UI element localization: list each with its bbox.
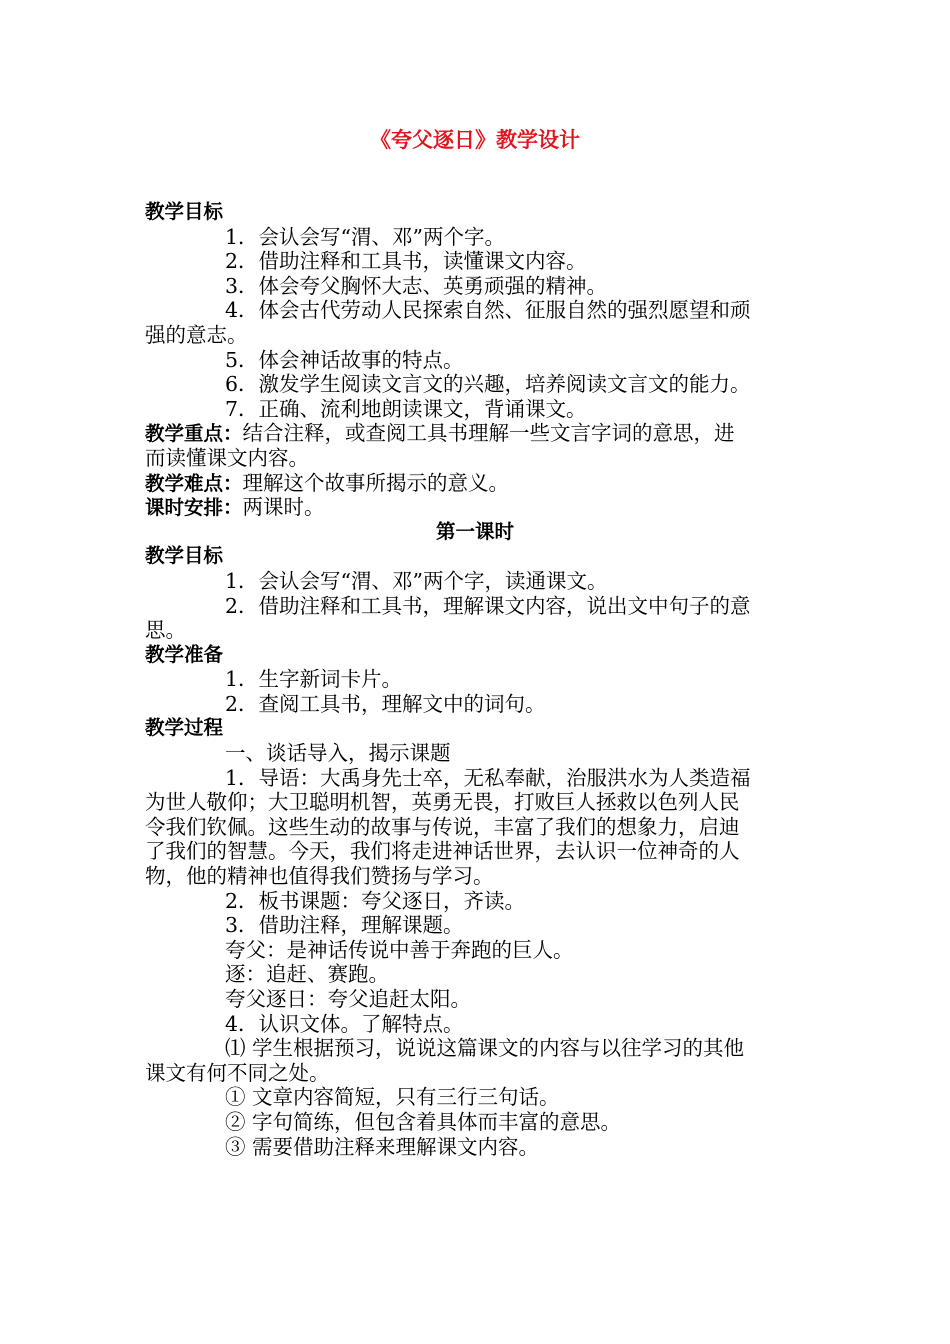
lesson-goal-item-continued: 思。	[145, 618, 186, 643]
process-item: 夸父逐日：夸父追赶太阳。	[225, 987, 471, 1011]
process-paragraph-continued: 为世人敬仰；大卫聪明机智，英勇无畏，打败巨人拯救以色列人民	[145, 790, 740, 815]
prep-item: 1．生字新词卡片。	[225, 667, 403, 692]
goal-item: 3．体会夸父胸怀大志、英勇顽强的精神。	[225, 273, 608, 298]
process-subitem: ③ 需要借助注释来理解课文内容。	[225, 1134, 540, 1159]
goal-item: 7．正确、流利地朗读课文，背诵课文。	[225, 396, 587, 421]
difficulty	[145, 471, 805, 496]
goal-item-continued: 强的意志。	[145, 322, 248, 347]
process-item: 夸父：是神话传说中善于奔跑的巨人。	[225, 937, 574, 962]
goal-item: 4．体会古代劳动人民探索自然、征服自然的强烈愿望和顽	[225, 298, 751, 323]
process-item: 2．板书课题：夸父逐日，齐读。	[225, 888, 526, 913]
lesson-goal-item: 2．借助注释和工具书，理解课文内容，说出文中句子的意	[225, 593, 751, 618]
process-paragraph: 1．导语：大禹身先士卒，无私奉献，治服洪水为人类造福	[225, 765, 751, 790]
process-item: 3．借助注释，理解课题。	[225, 913, 464, 938]
section-heading-preparation: 教学准备	[145, 642, 224, 666]
lesson-goal-item: 1．会认会写“渭、邓”两个字，读通课文。	[225, 568, 608, 593]
schedule	[145, 495, 805, 520]
goal-item: 6．激发学生阅读文言文的兴趣，培养阅读文言文的能力。	[225, 372, 751, 397]
prep-item: 2．查阅工具书，理解文中的词句。	[225, 691, 546, 716]
process-item: 逐：追赶、赛跑。	[225, 962, 389, 987]
process-item: 4．认识文体。了解特点。	[225, 1011, 464, 1036]
process-item-continued: 课文有何不同之处。	[145, 1060, 330, 1085]
key-points-continued: 而读懂课文内容。	[145, 445, 309, 470]
section-heading-teaching-goals: 教学目标	[145, 200, 224, 223]
goal-item: 2．借助注释和工具书，读懂课文内容。	[225, 249, 587, 274]
process-subitem: ① 文章内容简短，只有三行三句话。	[225, 1085, 560, 1110]
document-body	[145, 200, 805, 1159]
process-paragraph-continued: 物，他的精神也值得我们赞扬与学习。	[145, 864, 494, 889]
process-subitem: ② 字句简练，但包含着具体而丰富的意思。	[225, 1109, 622, 1134]
key-points-text: 结合注释，或查阅工具书理解一些文言字词的意思，进	[242, 421, 735, 446]
process-paragraph-continued: 令我们钦佩。这些生动的故事与传说，丰富了我们的想象力，启迪	[145, 814, 740, 839]
process-paragraph-continued: 了我们的智慧。今天，我们将走进神话世界，去认识一位神奇的人	[145, 839, 740, 864]
difficulty-text: 理解这个故事所揭示的意义。	[242, 470, 510, 495]
key-points-label: 教学重点：	[145, 422, 243, 446]
difficulty-label: 教学难点：	[145, 471, 243, 495]
goal-item: 5．体会神话故事的特点。	[225, 347, 464, 372]
page-title: 《夸父逐日》教学设计	[370, 128, 580, 152]
lesson-heading: 第一课时	[435, 519, 514, 543]
key-points	[145, 421, 805, 446]
section-heading-process: 教学过程	[145, 716, 224, 740]
section-heading-lesson-goals: 教学目标	[145, 544, 224, 568]
process-item: ⑴ 学生根据预习，说说这篇课文的内容与以往学习的其他	[225, 1036, 745, 1061]
schedule-text: 两课时。	[242, 495, 325, 520]
schedule-label: 课时安排：	[145, 496, 243, 520]
goal-item: 1．会认会写“渭、邓”两个字。	[225, 224, 506, 249]
process-step-heading: 一、谈话导入，揭示课题	[225, 741, 451, 766]
